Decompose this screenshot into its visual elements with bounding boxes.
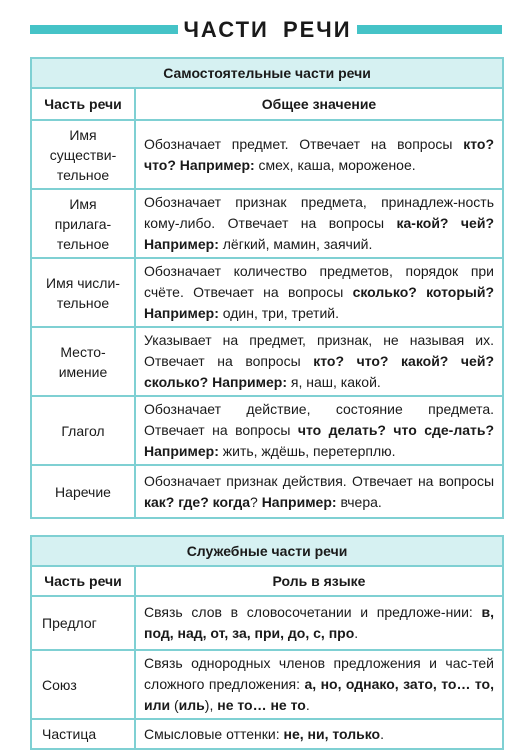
part-name: Глагол: [31, 396, 135, 465]
column-header-meaning: Общее значение: [135, 88, 503, 120]
service-parts-table: [30, 535, 504, 750]
table-row: [31, 327, 503, 396]
table-row: [31, 596, 503, 650]
title-row: [0, 0, 530, 56]
title-decor-bar-left: [30, 25, 178, 34]
part-name: Место-имение: [31, 327, 135, 396]
part-meaning: Обозначает количество предметов, порядок при счёте. Отвечает на вопросы сколько? который? Например: один, три, третий.: [135, 258, 503, 327]
emphasis-text: не, ни, только: [283, 725, 381, 742]
table-row: [31, 650, 503, 719]
emphasis-text: как? где? когда: [144, 493, 250, 510]
table-row: [31, 719, 503, 749]
title-decor-bar-right: [357, 25, 502, 34]
emphasis-text: в, под, над, от, за, при, до, с, про: [144, 604, 495, 641]
part-meaning: Обозначает действие, состояние предмета. Отвечает на вопросы что делать? что сде-лать? Например: жить, ждёшь, перетерплю.: [135, 396, 503, 465]
emphasis-text: ка-кой? чей? Например:: [144, 215, 495, 252]
column-header-part: Часть речи: [31, 566, 135, 596]
table-row: [31, 258, 503, 327]
column-header-role: Роль в языке: [135, 566, 503, 596]
part-role: Связь однородных членов предложения и час-тей сложного предложения: а, но, однако, зато, то… то, или (иль), не то… не то.: [135, 650, 503, 719]
part-name: Союз: [31, 650, 135, 719]
table-row: [31, 189, 503, 258]
emphasis-text: а, но, однако, зато, то… то, или: [144, 676, 495, 713]
part-name: Частица: [31, 719, 135, 749]
part-meaning: Обозначает признак предмета, принадлеж-ность кому-либо. Отвечает на вопросы ка-кой? чей? Например: лёгкий, мамин, заячий.: [135, 189, 503, 258]
table-row: [31, 120, 503, 189]
emphasis-text: что делать? что сде-лать? Например:: [144, 422, 495, 459]
page-title: ЧАСТИ РЕЧИ: [183, 17, 352, 42]
part-name: Имя существи-тельное: [31, 120, 135, 189]
emphasis-text: кто? что? Например:: [144, 135, 495, 173]
part-name: Предлог: [31, 596, 135, 650]
part-role: Смысловые оттенки: не, ни, только.: [135, 719, 503, 749]
part-meaning: Обозначает предмет. Отвечает на вопросы кто? что? Например: смех, каша, мороженое.: [135, 120, 503, 189]
part-name: Имя прилага-тельное: [31, 189, 135, 258]
table-row: [31, 465, 503, 518]
table-row: [31, 396, 503, 465]
part-role: Связь слов в словосочетании и предложе-нии: в, под, над, от, за, при, до, с, про.: [135, 596, 503, 650]
independent-caption: Самостоятельные части речи: [31, 58, 503, 88]
emphasis-text: кто? что? какой? чей? сколько? Например:: [144, 353, 495, 390]
part-meaning: Указывает на предмет, признак, не называя их. Отвечает на вопросы кто? что? какой? чей? сколько? Например: я, наш, какой.: [135, 327, 503, 396]
column-header-part: Часть речи: [31, 88, 135, 120]
emphasis-text: сколько? который? Например:: [144, 284, 495, 321]
emphasis-text: Например:: [261, 493, 337, 510]
emphasis-text: иль: [178, 697, 205, 713]
part-name: Наречие: [31, 465, 135, 518]
emphasis-text: не то… не то: [217, 697, 306, 713]
independent-parts-table: [30, 57, 504, 519]
part-meaning: Обозначает признак действия. Отвечает на вопросы как? где? когда? Например: вчера.: [135, 465, 503, 518]
part-name: Имя числи-тельное: [31, 258, 135, 327]
service-caption: Служебные части речи: [31, 536, 503, 566]
